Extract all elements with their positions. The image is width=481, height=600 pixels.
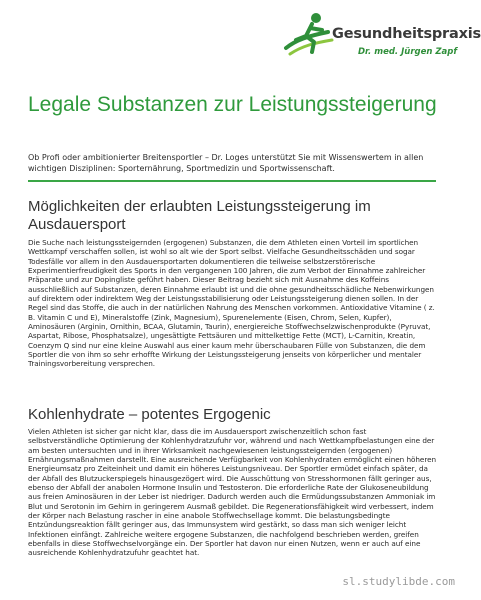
logo-name: Gesundheitspraxis [332,26,481,42]
divider [28,180,436,182]
logo [282,10,481,72]
section-body-carbohydrates: Vielen Athleten ist sicher gar nicht klar, dass die im Ausdauersport zwischenzeitlich schon fast selbstverständliche Optimierung der Kohlenhydratzufuhr vor, während und nach Wettkampfbelastungen eine der am besten untersuchten und in ihrer Wirksamkeit nachgewiesenen leistungssteigernden (ergogenen) Ernährungsmaßnahmen darstellt. Eine ausreichende Verfügbarkeit von Kohlenhydraten ermöglicht einen höheren Energieumsatz pro Zeiteinheit und damit ein höheres Leistungsniveau. Der Sportler ermüdet einfach später, da der Abfall des Blutzuckerspiegels hinausgezögert wird. Die Ausschüttung von Stresshormonen fällt geringer aus, ebenso der Abfall der anabolen Hormone Insulin und Testosteron. Die erforderliche Rate der Glukoseneubildung aus freien Aminosäuren in der Leber ist niedriger. Dadurch werden auch die Ermüdungssubstanzen Ammoniak im Blut und Serotonin im Gehirn in geringerem Ausmaß gebildet. Die Regenerationsfähigkeit wird verbessert, indem der Körper nach Belastung rascher in eine anabole Stoffwechsellage kommt. Die belastungsbedingte Entzündungsreaktion fällt geringer aus, das Immunsystem wird gestärkt, so dass man sich weniger leicht Infektionen einfängt. Zahlreiche weitere ergogene Substanzen, die nachfolgend beschrieben werden, greifen ebenfalls in diese Stoffwechselvorgänge ein. Der Sportler hat davon nur einen Nutzen, wenn er auch auf eine ausreichende Kohlenhydratzufuhr geachtet hat. [28,427,437,558]
section-body-endurance: Die Suche nach leistungssteigernden (ergogenen) Substanzen, die dem Athleten einen Vorteil im sportlichen Wettkampf verschaffen sollen, ist wohl so alt wie der Sport selbst. Vielfache Gesundheitsschäden und sogar Todesfälle vor allem in den Ausdauersportarten dokumentieren die teilweise selbstzerstörerische Experimentierfreudigkeit des Sports in den vergangenen 100 Jahren, die zum Verbot der Einnahme zahlreicher Präparate und zur Dopingliste geführt haben. Dieser Beitrag bezieht sich mit Ausnahme des Koffeins ausschließlich auf Substanzen, deren Einnahme erlaubt ist und die ohne gesundheitsschädliche Nebenwirkungen auf direktem oder indirektem Weg der Leistungsstabilisierung oder Leistungssteigerung dienen sollen. In der Regel sind das Stoffe, die auch in der natürlichen Nahrung des Menschen vorkommen. Antioxidative Vitamine ( z. B. Vitamin C und E), Mineralstoffe (Zink, Magnesium), Spurenelemente (Eisen, Chrom, Selen, Kupfer), Aminosäuren (Arginin, Ornithin, BCAA, Glutamin, Taurin), energiereiche Stoffwechselzwischenprodukte (Pyruvat, Aspartat, Ribose, Phosphatsalze), ungesättigte Fettsäuren und mittelkettige Fette (MCT), L-Carnitin, Kreatin, Coenzym Q sind nur eine kleine Auswahl aus einer kaum mehr überschaubaren Fülle von Substanzen, die dem Sportler die von ihm so sehr erhoffte Wirkung der Leistungssteigerung jenseits von körperlicher und mentaler Trainingsvorbereitung versprechen. [28,238,435,369]
watermark: sl.studylibde.com [342,575,455,588]
logo-subtitle: Dr. med. Jürgen Zapf [358,47,458,57]
page-title: Legale Substanzen zur Leistungssteigerung [28,93,437,116]
section-heading-endurance: Möglichkeiten der erlaubten Leistungssteigerung im Ausdauersport [28,198,371,233]
intro-text: Ob Profi oder ambitionierter Breitensportler – Dr. Loges unterstützt Sie mit Wissenswertem in allen wichtigen Disziplinen: Sporternährung, Sportmedizin und Sportwissenschaft. [28,153,424,173]
section-heading-carbohydrates: Kohlenhydrate – potentes Ergogenic [28,406,271,423]
